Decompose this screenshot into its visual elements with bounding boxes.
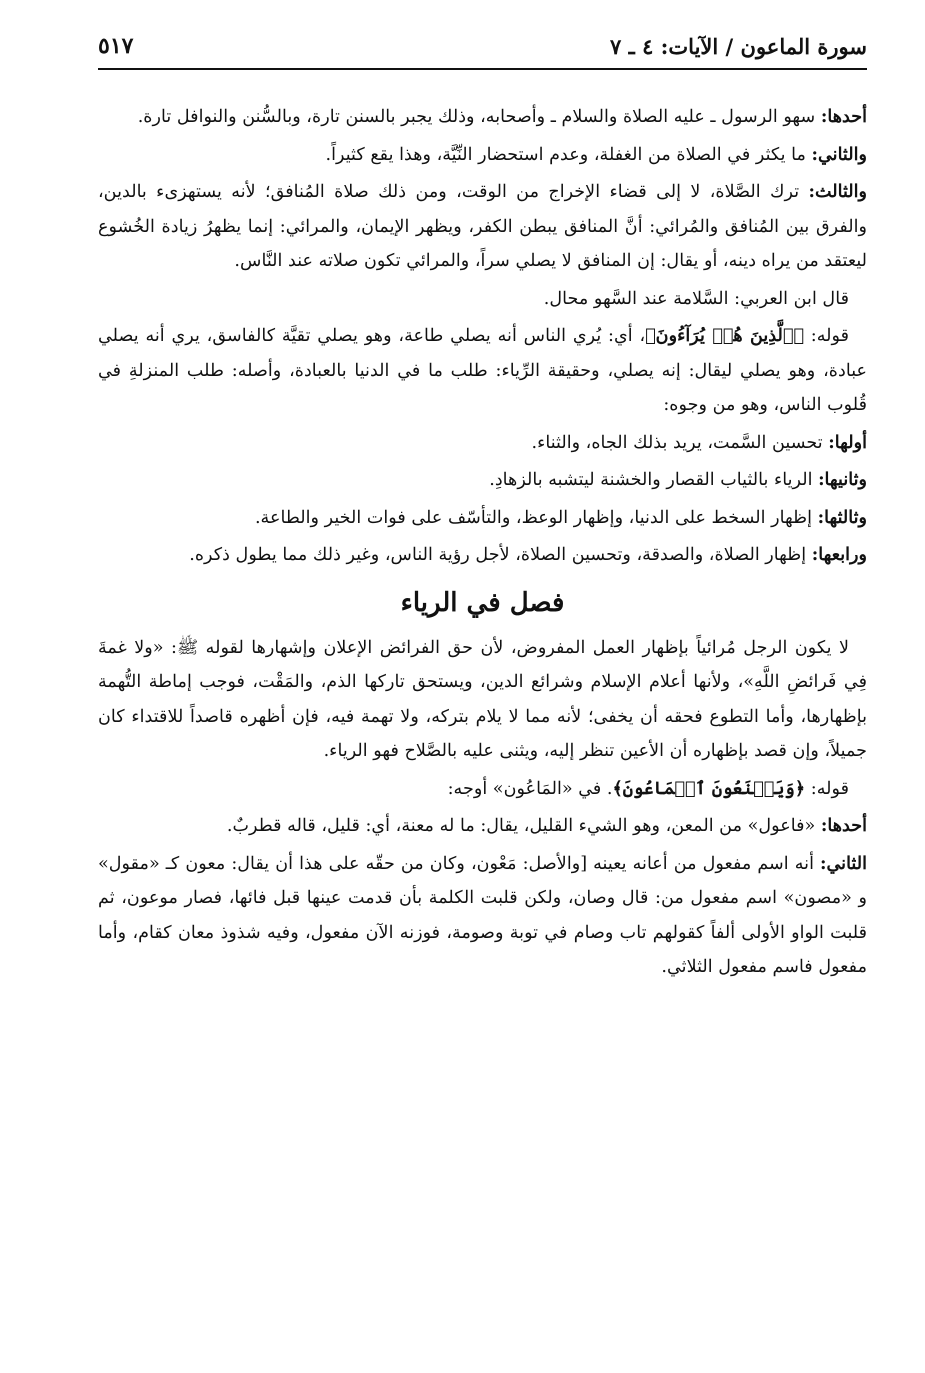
paragraph-lead: والثاني: <box>811 143 867 165</box>
paragraph-lead: أحدها: <box>820 106 867 127</box>
paragraph-text: «فاعول» من المعن، وهو الشيء القليل، يقال: ما له معنة، أي: قليل، قاله قطربٌ. <box>226 816 821 836</box>
paragraph-text: إظهار الصلاة، والصدقة، وتحسين الصلاة، لأجل رؤية الناس، وغير ذلك مما يطول ذكره. <box>189 545 812 565</box>
paragraph-ahaduha <box>98 100 867 135</box>
paragraph-awwaluha <box>98 426 867 461</box>
page-content <box>98 100 867 988</box>
paragraph-quote-maun <box>98 772 867 807</box>
paragraph-lead: أحدها: <box>820 815 867 836</box>
paragraph-thaniha <box>98 463 867 498</box>
paragraph-text: إظهار السخط على الدنيا، وإظهار الوعظ، والتأسّف على فوات الخير والطاعة. <box>254 507 818 528</box>
paragraph-text: أنه اسم مفعول من أعانه يعينه [والأصل: مَعْون، وكان من حقّه على هذا أن يقال: معون كـ «مقول» و «مصون» اسم مفعول من: قال وصان، ولكن قلبت الكلمة بأن قدمت عينها قبل فائها، فصار موعون، ثم قلبت الواو الأولى ألفاً كقولهم تاب وصام في توبة وصومة، فوزنه الآن مفعول، وفيه شذوذ معان كقام، وأما مفعول فاسم مفعول الثلاثي. <box>98 853 867 977</box>
quote-prefix: قوله: <box>805 778 849 799</box>
quran-verse: ﴿ٱلَّذِينَ هُمۡ يُرَآءُونَ﴾ <box>645 325 804 346</box>
paragraph-thalithuha <box>98 501 867 536</box>
surah-title: سورة الماعون / الآيات: ٤ ـ ٧ <box>610 33 867 59</box>
paragraph-text: الرياء بالثياب القصار والخشنة ليتشبه بالزهادِ. <box>489 470 819 490</box>
paragraph-thani <box>98 138 867 173</box>
paragraph-lead: والثالث: <box>808 181 867 202</box>
page-header <box>98 24 867 70</box>
paragraph-ibn-arabi: قال ابن العربي: السَّلامة عند السَّهو محال. <box>543 288 849 309</box>
paragraph-thalith <box>98 175 867 279</box>
paragraph-text: سهو الرسول ـ عليه الصلاة والسلام ـ وأصحابه، وذلك يجبر بالسنن تارة، وبالسُّنن والنوافل تارة. <box>137 107 821 127</box>
quote-text: ، أي: يُري الناس أنه يصلي طاعة، وهو يصلي تقيَّة كالفاسق، يري أنه يصلي عبادة، وهو يصلي ليقال: إنه يصلي، وحقيقة الرِّياء: طلب ما في الدنيا بالعبادة، وأصله: طلب المنزلةِ في قُلوب الناس، وهو من وجوه: <box>98 326 867 415</box>
paragraph-lead: أولها: <box>828 431 867 453</box>
paragraph-lead: الثاني: <box>820 852 867 874</box>
paragraph-lead: ورابعها: <box>811 544 867 565</box>
section-heading: فصل في الرياء <box>400 587 565 618</box>
paragraph-quote-yuraun <box>98 319 867 423</box>
paragraph-text: تحسين السَّمت، يريد بذلك الجاه، والثناء. <box>531 432 829 453</box>
paragraph-rabiuha <box>98 538 867 573</box>
paragraph-maun-first <box>98 809 867 844</box>
quote-prefix: قوله: <box>803 326 849 346</box>
page-number: ٥١٧ <box>98 33 134 59</box>
paragraph-lead: وثانيها: <box>818 469 867 490</box>
paragraph-lead: وثالثها: <box>817 506 867 528</box>
paragraph-text: ترك الصَّلاة، لا إلى قضاء الإخراج من الوقت، ومن ذلك صلاة المُنافق؛ لأنه يستهزىء بالدين، والفرق بين المُنافق والمُرائي: أنَّ المنافق يبطن الكفر، ويظهر الإيمان، والمرائي: إنما يظهرُ زيادة الخُشوع ليعتقد من يراه دينه، أو يقال: إن المنافق لا يصلي سراً، والمرائي تكون صلاته عند النَّاس. <box>98 182 867 271</box>
quote-text: . في «المَاعُون» أوجه: <box>447 778 613 799</box>
paragraph-fasl: لا يكون الرجل مُرائياً بإظهار العمل المفروض، لأن حق الفرائض الإعلان وإشهارها لقوله ﷺ: «ولا غمةَ فِي فَرائضِ اللَّهِ»، ولأنها أعلام الإسلام وشرائع الدين، ويستحق تاركها الذم، والمَقْت، فوجب إماطة التُّهمة بإظهارها، وأما التطوع فحقه أن يخفى؛ لأنه مما لا يلام بتركه، ولا تهمة فيه، فإن أظهره قاصداً للاقتداء كان جميلاً، وإن قصد بإظهاره أن الأعين تنظر إليه، ويثنى عليه بالصَّلاح فهو الرياء. <box>98 637 867 761</box>
paragraph-maun-second <box>98 847 867 985</box>
paragraph-text: ما يكثر في الصلاة من الغفلة، وعدم استحضار النِّيَّة، وهذا يقع كثيراً. <box>325 144 812 165</box>
quran-verse: ﴿وَيَمۡنَعُونَ ٱلۡمَاعُونَ﴾ <box>612 777 806 799</box>
